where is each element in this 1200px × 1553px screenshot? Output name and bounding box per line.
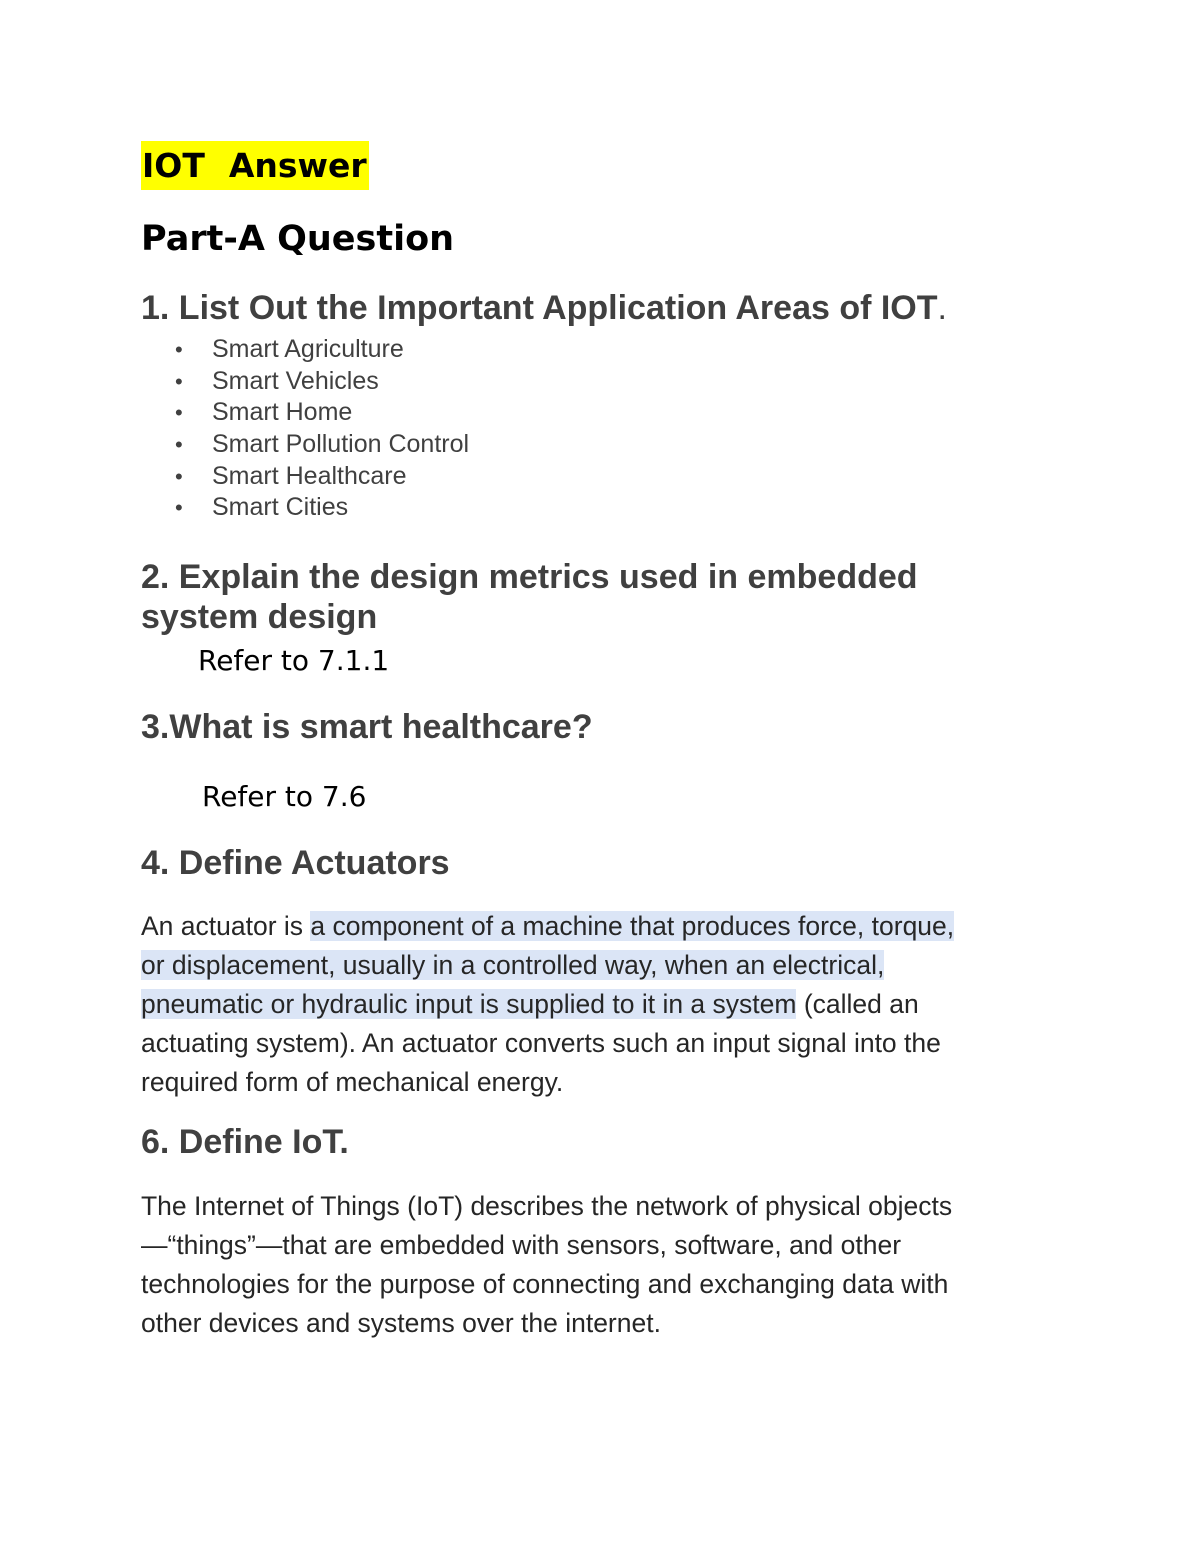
- bullet-icon: •: [175, 463, 183, 489]
- actuator-definition-paragraph: [141, 907, 1071, 1102]
- q1-heading-text: 1. List Out the Important Application Areas of IOT: [141, 289, 938, 327]
- title-part-iot: IOT: [142, 146, 205, 185]
- q4-heading: 4. Define Actuators: [141, 844, 450, 882]
- q2-answer: Refer to 7.1.1: [198, 644, 390, 677]
- highlighted-text: pneumatic or hydraulic input is supplied to it in a system: [141, 989, 797, 1019]
- document-title: [141, 141, 369, 190]
- paragraph-line: [141, 946, 1071, 985]
- section-title: Part-A Question: [141, 219, 455, 259]
- list-item-text: Smart Agriculture: [212, 335, 404, 363]
- list-item-text: Smart Vehicles: [212, 366, 379, 395]
- title-part-answer: Answer: [228, 146, 367, 185]
- paragraph-text: (called an: [796, 989, 919, 1019]
- q1-heading: [141, 288, 947, 328]
- list-item-text: Smart Healthcare: [212, 461, 407, 490]
- bullet-icon: •: [175, 432, 183, 458]
- q3-answer: Refer to 7.6: [202, 780, 367, 813]
- paragraph-line: actuating system). An actuator converts such an input signal into the: [141, 1028, 941, 1058]
- paragraph-line: [141, 985, 1071, 1024]
- paragraph-line: other devices and systems over the internet.: [141, 1308, 661, 1338]
- bullet-icon: •: [175, 495, 183, 521]
- paragraph-line: The Internet of Things (IoT) describes the network of physical objects: [141, 1191, 953, 1221]
- bullet-icon: •: [175, 337, 183, 362]
- q2-heading-line-1: 2. Explain the design metrics used in embedded: [141, 558, 918, 596]
- highlighted-text: a component of a machine that produces force, torque,: [310, 911, 955, 941]
- q3-heading: 3.What is smart healthcare?: [141, 708, 593, 746]
- q2-heading-line-2: system design: [141, 598, 378, 636]
- q1-heading-dot: .: [937, 289, 947, 327]
- bullet-icon: •: [175, 368, 183, 394]
- paragraph-line: technologies for the purpose of connecting and exchanging data with: [141, 1269, 949, 1299]
- paragraph-text: An actuator is: [141, 911, 311, 941]
- list-item-text: Smart Pollution Control: [212, 430, 470, 459]
- highlighted-text: or displacement, usually in a controlled way, when an electrical,: [141, 950, 885, 980]
- list-item-text: Smart Cities: [212, 493, 349, 522]
- paragraph-line: required form of mechanical energy.: [141, 1067, 564, 1097]
- list-item-text: Smart Home: [212, 398, 353, 427]
- paragraph-line: —“things”—that are embedded with sensors, software, and other: [141, 1230, 902, 1260]
- bullet-icon: •: [175, 400, 183, 426]
- iot-definition-paragraph: [141, 1187, 1071, 1343]
- q6-heading: 6. Define IoT.: [141, 1123, 349, 1161]
- paragraph-line: [141, 907, 1071, 946]
